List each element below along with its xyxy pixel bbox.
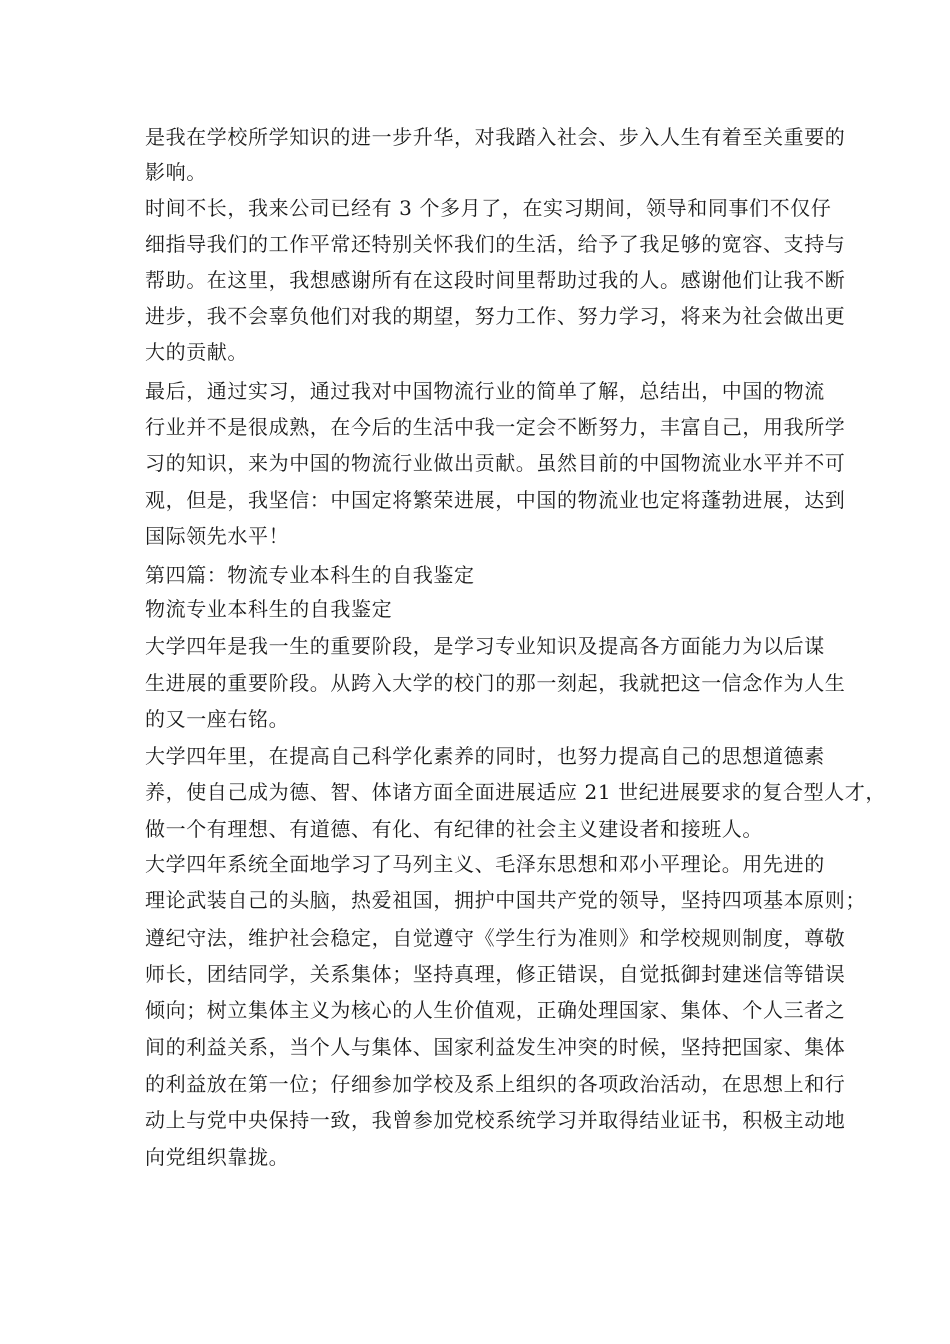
- text-line: 生进展的重要阶段。从跨入大学的校门的那一刻起，我就把这一信念作为人生: [145, 671, 846, 695]
- text-line: 习的知识，来为中国的物流行业做出贡献。虽然目前的中国物流业水平并不可: [145, 451, 846, 475]
- text-line: 大学四年是我一生的重要阶段，是学习专业知识及提高各方面能力为以后谋: [145, 634, 825, 658]
- text-line: 最后，通过实习，通过我对中国物流行业的简单了解，总结出，中国的物流: [145, 379, 825, 403]
- text-line: 影响。: [145, 160, 207, 184]
- text-line: 师长，团结同学，关系集体；坚持真理，修正错误，自觉抵御封建迷信等错误: [145, 962, 846, 986]
- text-line: 时间不长，我来公司已经有 3 个多月了，在实习期间，领导和同事们不仅仔: [145, 196, 832, 220]
- text-line: 间的利益关系，当个人与集体、国家利益发生冲突的时候，坚持把国家、集体: [145, 1035, 846, 1059]
- text-line: 是我在学校所学知识的进一步升华，对我踏入社会、步入人生有着至关重要的: [145, 125, 846, 149]
- text-line: 理论武装自己的头脑，热爱祖国，拥护中国共产党的领导，坚持四项基本原则；: [145, 888, 866, 912]
- text-line: 做一个有理想、有道德、有化、有纪律的社会主义建设者和接班人。: [145, 817, 763, 841]
- text-line: 养，使自己成为德、智、体诸方面全面进展适应 21 世纪进展要求的复合型人才，: [145, 780, 886, 804]
- text-line: 行业并不是很成熟，在今后的生活中我一定会不断努力，丰富自己，用我所学: [145, 415, 846, 439]
- text-line: 进步，我不会辜负他们对我的期望，努力工作、努力学习，将来为社会做出更: [145, 304, 846, 328]
- text-line: 大学四年系统全面地学习了马列主义、毛泽东思想和邓小平理论。用先进的: [145, 852, 825, 876]
- text-line: 观，但是，我坚信：中国定将繁荣进展，中国的物流业也定将蓬勃进展，达到: [145, 488, 846, 512]
- text-line: 倾向；树立集体主义为核心的人生价值观，正确处理国家、集体、个人三者之: [145, 998, 846, 1022]
- section-subheading: 物流专业本科生的自我鉴定: [145, 597, 393, 621]
- text-line: 的利益放在第一位；仔细参加学校及系上组织的各项政治活动，在思想上和行: [145, 1072, 846, 1096]
- text-line: 大学四年里，在提高自己科学化素养的同时，也努力提高自己的思想道德素: [145, 744, 825, 768]
- text-line: 的又一座右铭。: [145, 707, 290, 731]
- text-line: 动上与党中央保持一致，我曾参加党校系统学习并取得结业证书，积极主动地: [145, 1108, 846, 1132]
- section-heading: 第四篇：物流专业本科生的自我鉴定: [145, 563, 475, 587]
- text-line: 国际领先水平！: [145, 524, 290, 548]
- text-line: 大的贡献。: [145, 340, 248, 364]
- text-line: 遵纪守法，维护社会稳定，自觉遵守《学生行为准则》和学校规则制度，尊敬: [145, 926, 846, 950]
- text-line: 向党组织靠拢。: [145, 1145, 290, 1169]
- text-line: 帮助。在这里，我想感谢所有在这段时间里帮助过我的人。感谢他们让我不断: [145, 268, 846, 292]
- text-line: 细指导我们的工作平常还特别关怀我们的生活，给予了我足够的宽容、支持与: [145, 232, 846, 256]
